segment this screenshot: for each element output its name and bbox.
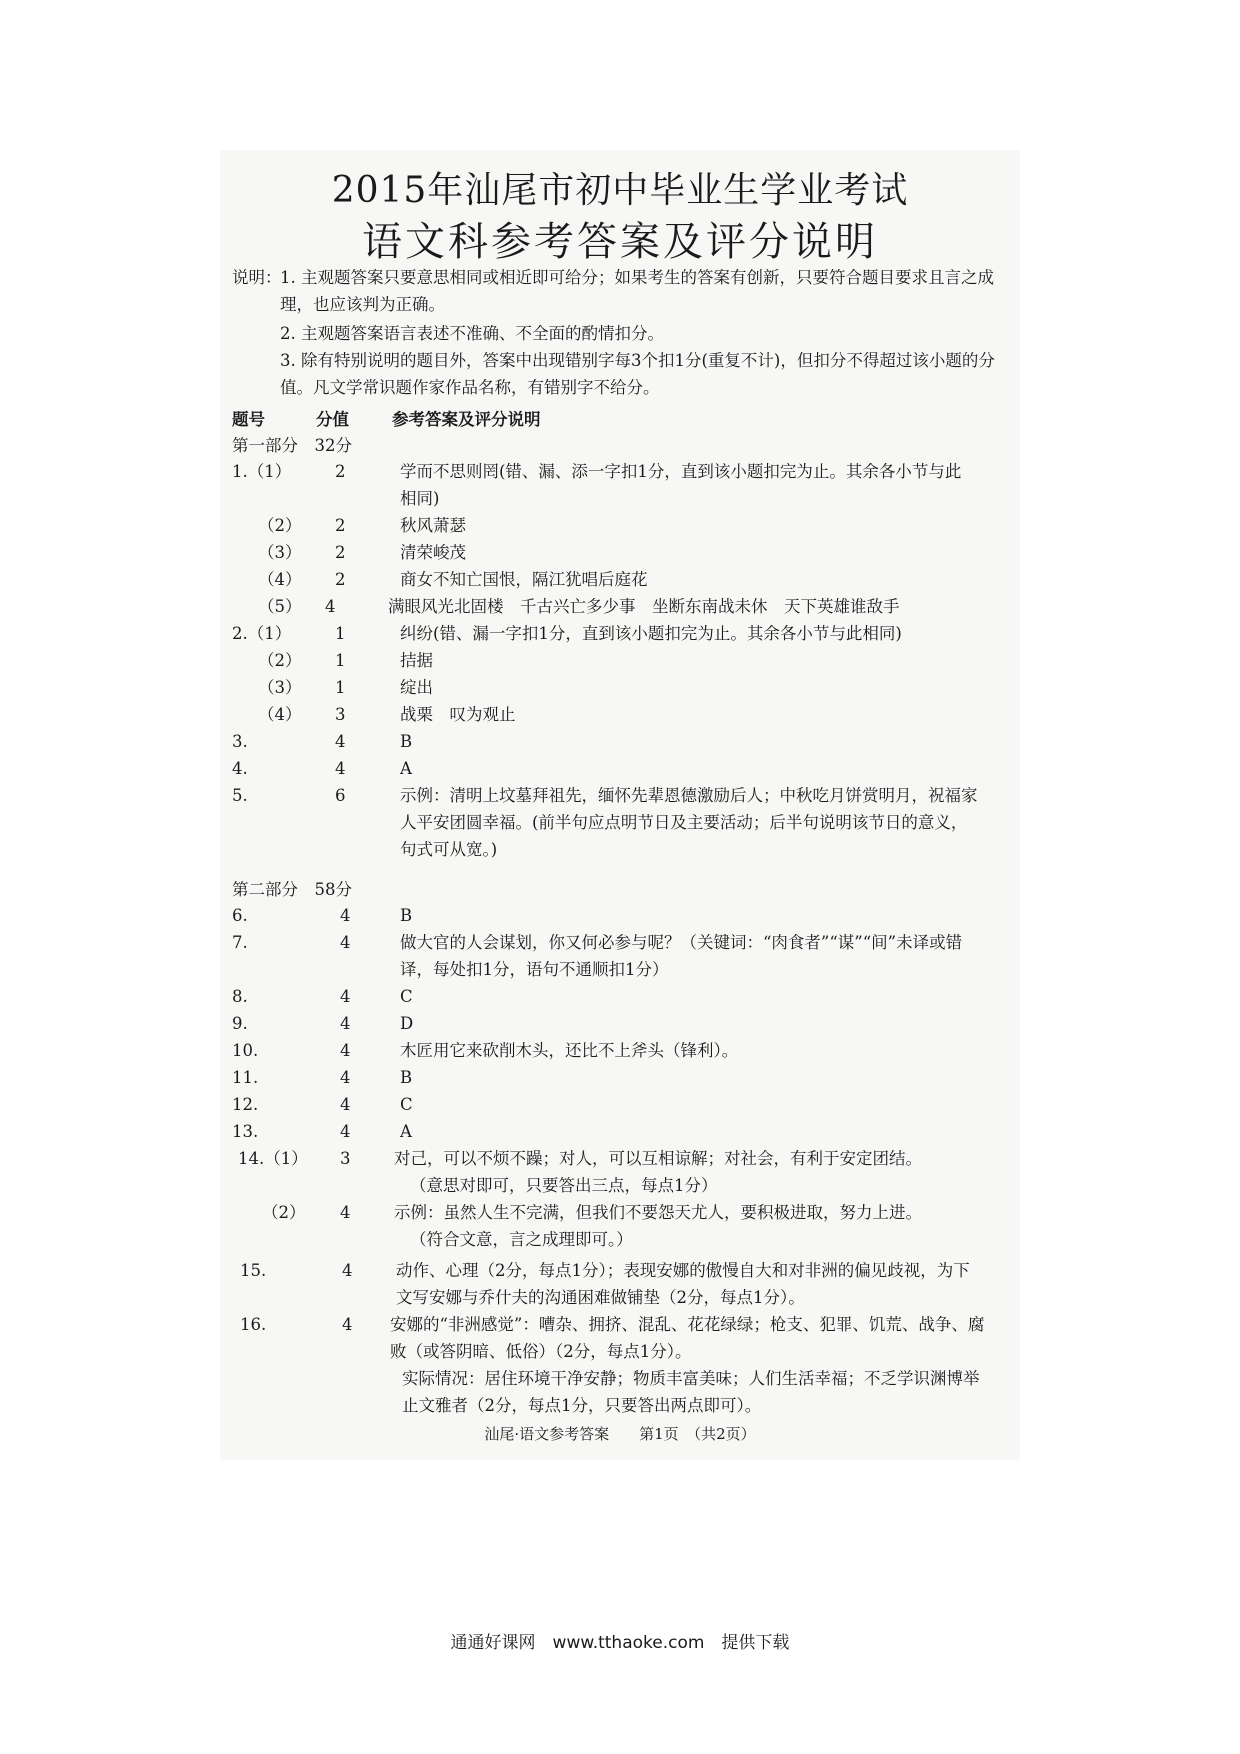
instructions-lead: 说明：	[232, 268, 282, 287]
question-score: 4	[340, 1014, 351, 1033]
question-number: 4.	[232, 759, 248, 778]
question-score: 4	[340, 987, 351, 1006]
question-number: 3.	[232, 732, 248, 751]
instruction-item: 2. 主观题答案语言表述不准确、不全面的酌情扣分。	[280, 324, 664, 343]
instruction-item: 1. 主观题答案只要意思相同或相近即可给分；如果考生的答案有创新，只要符合题目要求且言之成理，也应该判为正确。	[280, 268, 994, 314]
question-score: 4	[342, 1261, 353, 1280]
question-score: 2	[335, 462, 346, 481]
answer-text: 示例：清明上坟墓拜祖先，缅怀先辈恩德激励后人；中秋吃月饼赏明月，祝福家人平安团圆幸福。(前半句应点明节日及主要活动；后半句说明该节日的意义，句式可从宽。)	[400, 786, 978, 859]
question-score: 4	[335, 732, 346, 751]
question-number: 7.	[232, 933, 248, 952]
question-number: 8.	[232, 987, 248, 1006]
question-score: 4	[340, 1068, 351, 1087]
question-number: 9.	[232, 1014, 248, 1033]
instruction-item: 3. 除有特别说明的题目外，答案中出现错别字每3个扣1分(重复不计)，但扣分不得超过该小题的分值。凡文学常识题作家作品名称，有错别字不给分。	[280, 351, 995, 397]
question-number: 13.	[232, 1122, 259, 1141]
answer-text: 绽出	[400, 678, 433, 697]
document-subtitle: 语文科参考答案及评分说明	[362, 219, 878, 265]
question-score: 2	[335, 543, 346, 562]
answer-text: A	[400, 759, 412, 778]
question-number: 14.（1）	[238, 1149, 308, 1168]
answer-text: 做大官的人会谋划，你又何必参与呢？（关键词：“肉食者”“谋”“间”未译或错译，每处扣1分，语句不通顺扣1分）	[400, 933, 963, 979]
answer-text: B	[400, 1068, 413, 1087]
question-score: 4	[340, 1122, 351, 1141]
question-number: 12.	[232, 1095, 259, 1114]
answer-text: 战栗 叹为观止	[400, 705, 516, 724]
question-number: （2）	[262, 1203, 306, 1222]
answer-text: 清荣峻茂	[400, 543, 466, 562]
header-number: 题号	[232, 410, 265, 429]
question-score: 4	[340, 1095, 351, 1114]
answer-text: 安娜的“非洲感觉”：嘈杂、拥挤、混乱、花花绿绿；枪支、犯罪、饥荒、战争、腐败（或答阴暗、低俗）（2分，每点1分）。	[390, 1315, 985, 1361]
answer-text: 商女不知亡国恨，隔江犹唱后庭花	[400, 570, 648, 589]
question-score: 3	[340, 1149, 351, 1168]
answer-text: C	[400, 987, 413, 1006]
answer-text: 动作、心理（2分，每点1分）；表现安娜的傲慢自大和对非洲的偏见歧视，为下文写安娜与乔什夫的沟通困难做铺垫（2分，每点1分）。	[396, 1261, 970, 1307]
question-score: 4	[342, 1315, 353, 1334]
question-score: 4	[340, 1041, 351, 1060]
question-score: 4	[340, 1203, 351, 1222]
header-score: 分值	[316, 410, 349, 429]
answer-text: （符合文意，言之成理即可。）	[410, 1230, 633, 1249]
answer-text: 对己，可以不烦不躁；对人，可以互相谅解；对社会，有利于安定团结。	[394, 1149, 922, 1168]
answer-text: 学而不思则罔(错、漏、添一字扣1分，直到该小题扣完为止。其余各小节与此相同)	[400, 462, 962, 508]
page-footer: 汕尾·语文参考答案 第1页 （共2页）	[484, 1425, 756, 1443]
answer-text: A	[400, 1122, 412, 1141]
question-number: 16.	[240, 1315, 267, 1334]
question-number: （2）	[258, 516, 302, 535]
question-score: 2	[335, 516, 346, 535]
answer-text: D	[400, 1014, 414, 1033]
question-number: （5）	[258, 597, 302, 616]
question-number: 1.（1）	[232, 462, 292, 481]
answer-text: C	[400, 1095, 413, 1114]
question-score: 4	[325, 597, 336, 616]
question-number: 10.	[232, 1041, 259, 1060]
question-score: 4	[335, 759, 346, 778]
question-number: （3）	[258, 543, 302, 562]
answer-text: （意思对即可，只要答出三点，每点1分）	[410, 1176, 718, 1195]
question-number: （3）	[258, 678, 302, 697]
header-answer: 参考答案及评分说明	[392, 410, 541, 429]
answer-text: 秋风萧瑟	[400, 516, 466, 535]
part-two-heading: 第二部分 58分	[232, 880, 352, 899]
question-score: 1	[335, 624, 346, 643]
question-number: 2.（1）	[232, 624, 292, 643]
answer-text: B	[400, 732, 413, 751]
question-score: 4	[340, 906, 351, 925]
download-credit: 通通好课网 www.tthaoke.com 提供下载	[450, 1633, 790, 1653]
answer-text: 示例：虽然人生不完满，但我们不要怨天尤人，要积极进取，努力上进。	[394, 1203, 922, 1222]
answer-text: 拮据	[400, 651, 433, 670]
question-number: 15.	[240, 1261, 267, 1280]
answer-text: 木匠用它来砍削木头，还比不上斧头（锋利）。	[400, 1041, 739, 1060]
answer-text: 满眼风光北固楼 千古兴亡多少事 坐断东南战未休 天下英雄谁敌手	[388, 597, 900, 616]
answer-text: 纠纷(错、漏一字扣1分，直到该小题扣完为止。其余各小节与此相同)	[400, 624, 902, 643]
document-title: 2015年汕尾市初中毕业生学业考试	[331, 170, 909, 211]
question-number: （4）	[258, 705, 302, 724]
question-score: 4	[340, 933, 351, 952]
question-number: 6.	[232, 906, 248, 925]
answer-text: B	[400, 906, 413, 925]
question-number: 5.	[232, 786, 248, 805]
answer-text: 实际情况：居住环境干净安静；物质丰富美味；人们生活幸福；不乏学识渊博举止文雅者（2分，每点1分，只要答出两点即可）。	[402, 1369, 980, 1415]
question-number: 11.	[232, 1068, 259, 1087]
question-score: 2	[335, 570, 346, 589]
question-score: 1	[335, 678, 346, 697]
question-number: （2）	[258, 651, 302, 670]
part-one-heading: 第一部分 32分	[232, 436, 352, 455]
question-score: 3	[335, 705, 346, 724]
question-number: （4）	[258, 570, 302, 589]
question-score: 6	[335, 786, 346, 805]
question-score: 1	[335, 651, 346, 670]
